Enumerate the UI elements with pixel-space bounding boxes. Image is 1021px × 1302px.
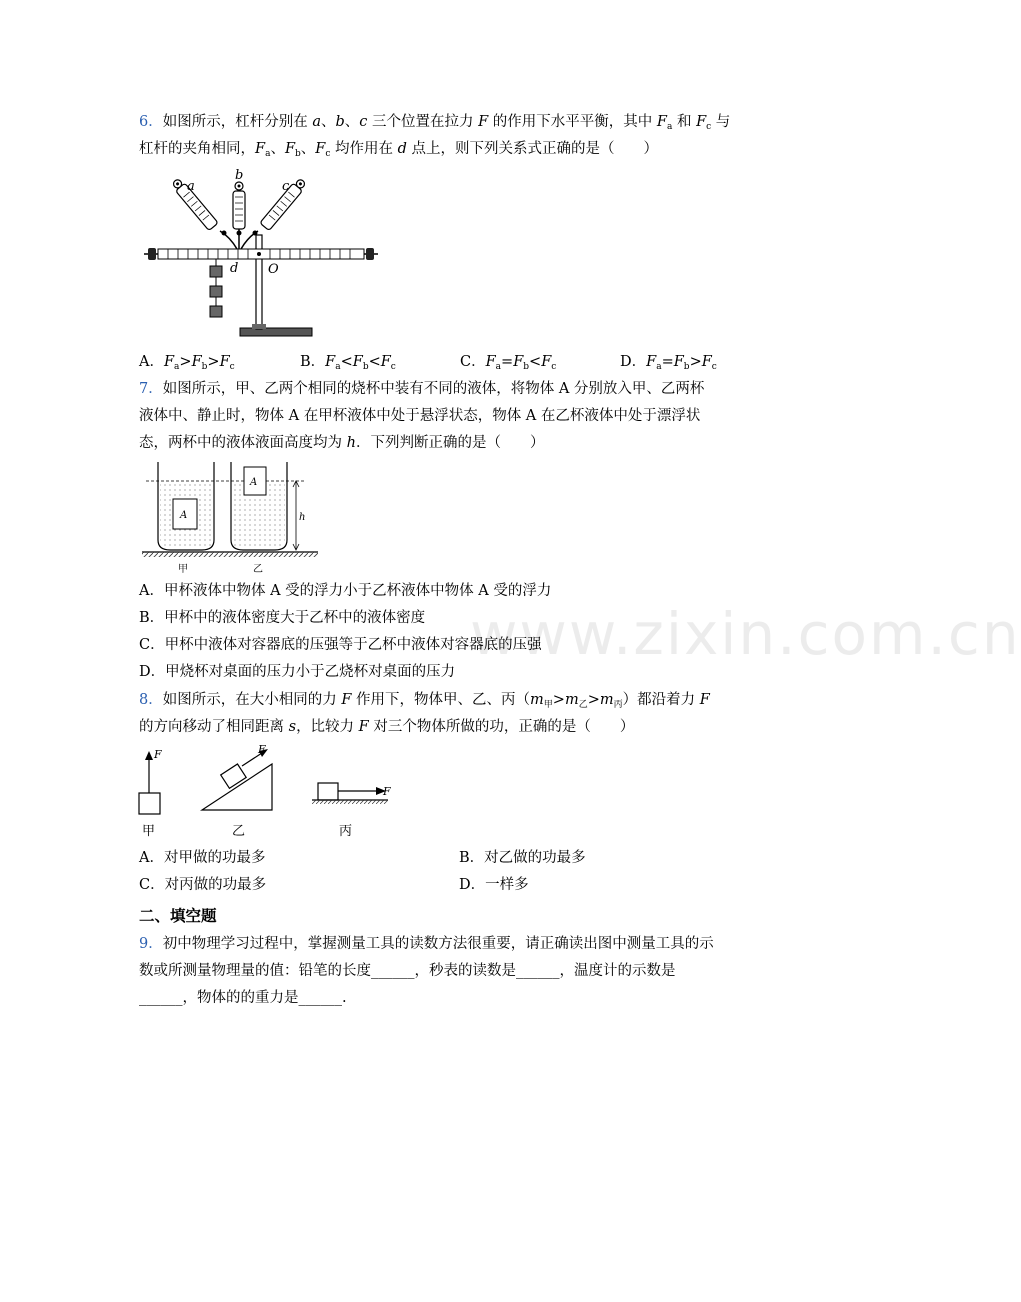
- q6-number: 6．: [139, 114, 163, 130]
- q6-lever-figure: [140, 165, 385, 343]
- q6-label-o: O: [268, 262, 279, 277]
- q7-option-a[interactable]: A．甲杯液体中物体 A 受的浮力小于乙杯液体中物体 A 受的浮力: [139, 583, 552, 599]
- q6-option-b[interactable]: B．$F_a<F_b<F_c$: [300, 354, 396, 372]
- q7-label-yi: 乙: [253, 564, 263, 575]
- q7-label-a-yi: A: [250, 477, 258, 488]
- q8-option-a[interactable]: A．对甲做的功最多: [139, 850, 266, 866]
- q9-number: 9．: [139, 936, 163, 952]
- q8-label-yi: 乙: [232, 824, 246, 839]
- q9-line-2: 数或所测量物理量的值：铅笔的长度______，秒表的读数是______，温度计的示数是: [139, 963, 676, 979]
- q6-label-b: b: [235, 168, 244, 183]
- q7-label-h: h: [299, 512, 306, 523]
- q8-forces-figure: [136, 744, 398, 842]
- q7-option-c[interactable]: C．甲杯中液体对容器底的压强等于乙杯中液体对容器底的压强: [139, 637, 542, 653]
- q8-line-2: 的方向移动了相同距离 s，比较力 F 对三个物体所做的功，正确的是（ ）: [139, 719, 635, 735]
- q6-line-1: 6．如图所示，杠杆分别在 a、b、c 三个位置在拉力 F 的作用下水平平衡，其中 $F_a$ 和 $F_c$ 与: [139, 114, 731, 132]
- q7-line-3: 态，两杯中的液体液面高度均为 h．下列判断正确的是（ ）: [139, 435, 545, 451]
- q6-label-a: a: [187, 179, 195, 194]
- q9-line-1: 9．初中物理学习过程中，掌握测量工具的读数方法很重要，请正确读出图中测量工具的示: [139, 936, 714, 952]
- q8-option-b[interactable]: B．对乙做的功最多: [459, 850, 586, 866]
- q7-line-2: 液体中、静止时，物体 A 在甲杯液体中处于悬浮状态，物体 A 在乙杯液体中处于漂浮状: [139, 408, 701, 424]
- q7-option-d[interactable]: D．甲烧杯对桌面的压力小于乙烧杯对桌面的压力: [139, 664, 456, 680]
- q6-label-c: c: [282, 179, 290, 194]
- q8-label-bing: 丙: [339, 824, 353, 839]
- q6-option-c[interactable]: C．$F_a=F_b<F_c$: [460, 354, 557, 372]
- q7-option-b[interactable]: B．甲杯中的液体密度大于乙杯中的液体密度: [139, 610, 426, 626]
- q8-label-jia: 甲: [142, 824, 156, 839]
- q7-number: 7．: [139, 381, 163, 397]
- q6-option-a[interactable]: A．$F_a>F_b>F_c$: [139, 354, 235, 372]
- q7-beakers-figure: [138, 458, 323, 576]
- q8-label-f-jia: F: [154, 748, 162, 761]
- q7-label-jia: 甲: [178, 564, 188, 575]
- q7-line-1: 7．如图所示，甲、乙两个相同的烧杯中装有不同的液体，将物体 A 分别放入甲、乙两杯: [139, 381, 705, 397]
- q6-option-d[interactable]: D．$F_a=F_b>F_c$: [620, 354, 717, 372]
- q7-label-a-jia: A: [180, 510, 188, 521]
- watermark: www.zixin.com.cn: [470, 600, 1021, 668]
- q8-option-d[interactable]: D．一样多: [459, 877, 529, 893]
- q8-label-f-yi: F: [258, 743, 266, 756]
- q9-line-3: ______，物体的的重力是______.: [139, 990, 347, 1006]
- section-heading: 二、填空题: [139, 906, 217, 925]
- q8-line-1: 8．如图所示，在大小相同的力 F 作用下，物体甲、乙、丙$(m_甲>m_乙>m_丙)$都沿着力 F: [139, 692, 710, 710]
- q8-number: 8．: [139, 692, 163, 708]
- q8-option-c[interactable]: C．对丙做的功最多: [139, 877, 267, 893]
- q6-line-2: 杠杆的夹角相同，$F_a$、$F_b$、$F_c$ 均作用在 d 点上，则下列关系式正确的是（ ）: [139, 141, 658, 159]
- q8-label-f-bing: F: [383, 785, 391, 798]
- q6-label-d: d: [230, 261, 239, 276]
